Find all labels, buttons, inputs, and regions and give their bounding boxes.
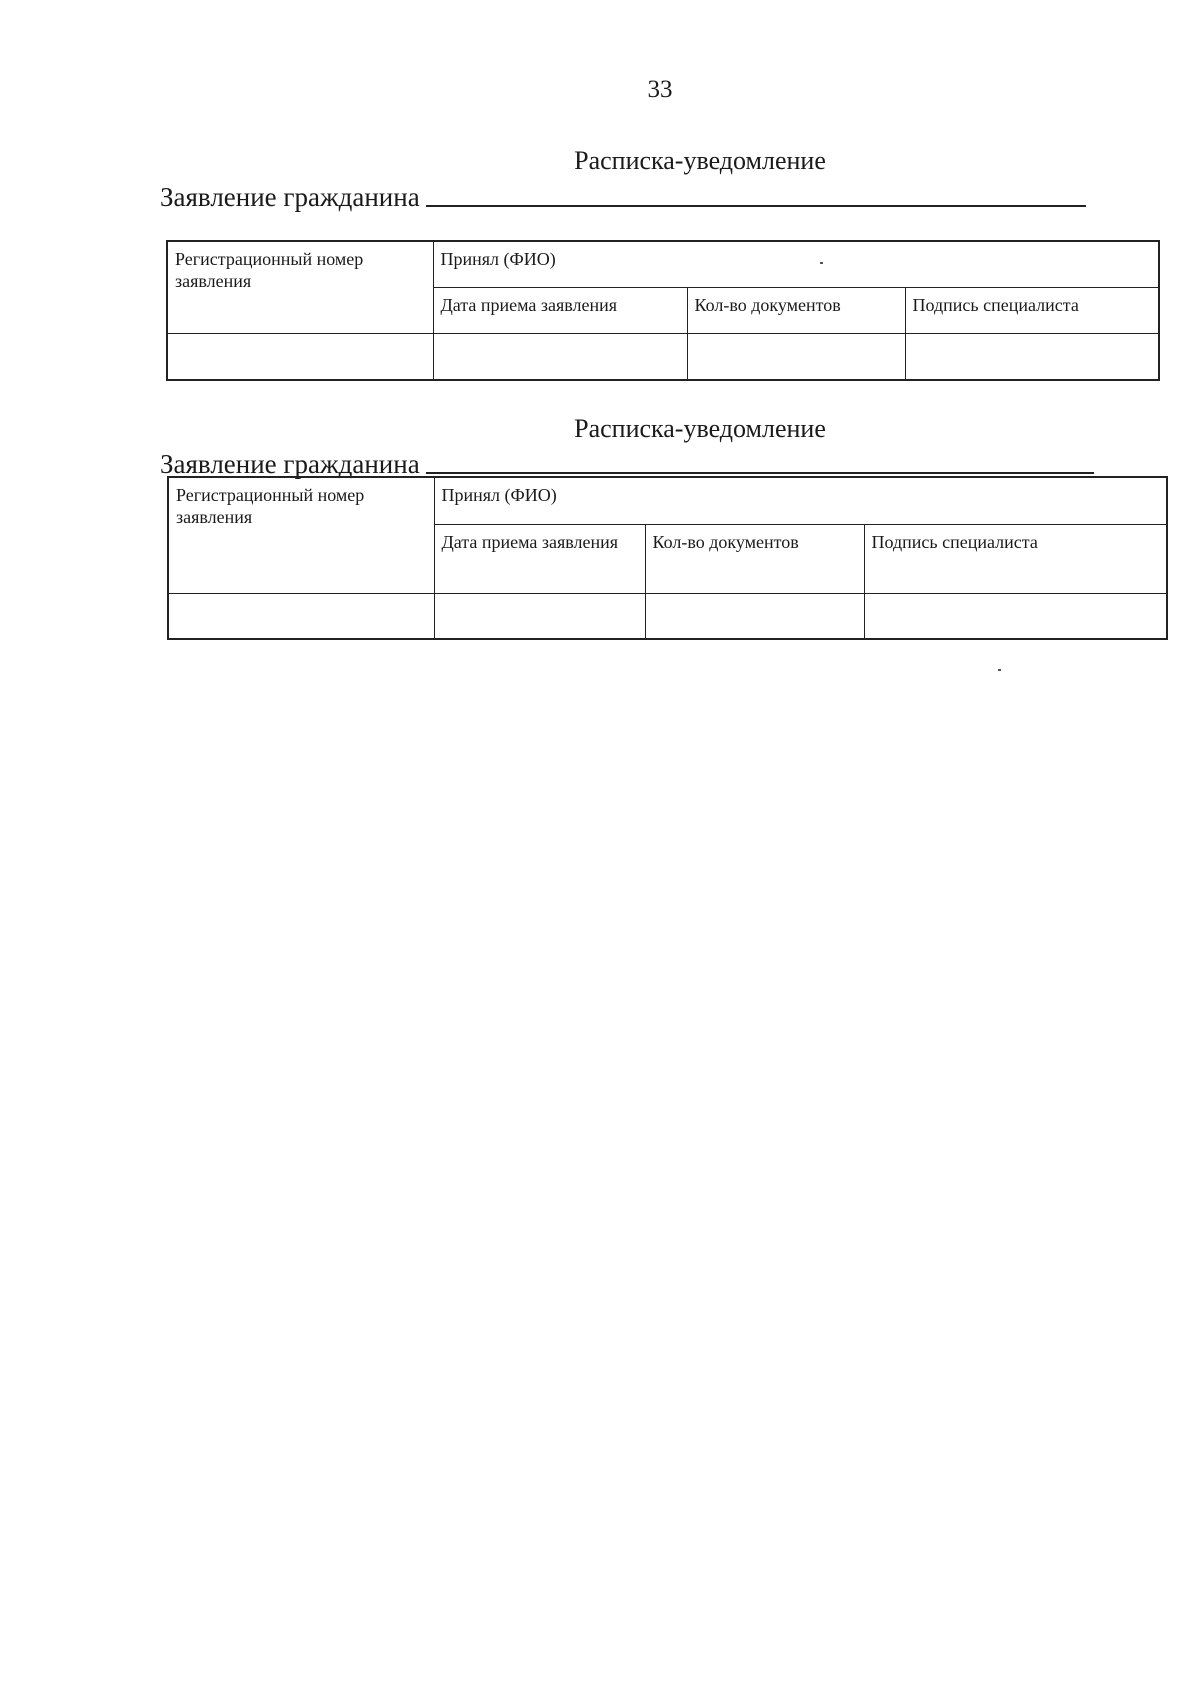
- page-number: 33: [647, 76, 673, 103]
- scan-speck: [820, 262, 823, 264]
- date-cell[interactable]: [434, 593, 645, 639]
- reg-number-cell[interactable]: [167, 333, 433, 380]
- scan-speck: [998, 669, 1001, 671]
- receipt-title: Расписка-уведомление: [574, 146, 826, 175]
- receipt-title: Расписка-уведомление: [574, 414, 826, 443]
- date-header: Дата приема заявления: [434, 524, 645, 593]
- statement-line: [160, 182, 1086, 213]
- reg-number-cell[interactable]: [168, 593, 434, 639]
- doc-count-cell[interactable]: [687, 333, 905, 380]
- statement-blank-field[interactable]: [426, 471, 1094, 474]
- doc-count-header: Кол-во документов: [645, 524, 864, 593]
- statement-blank-field[interactable]: [426, 204, 1086, 207]
- doc-count-header: Кол-во документов: [687, 287, 905, 333]
- reg-number-header: Регистрационный номер заявления: [168, 477, 434, 593]
- accepted-by-header: Принял (ФИО): [433, 241, 1159, 287]
- signature-cell[interactable]: [905, 333, 1159, 380]
- doc-count-cell[interactable]: [645, 593, 864, 639]
- signature-cell[interactable]: [864, 593, 1167, 639]
- statement-label: Заявление гражданина: [160, 182, 420, 212]
- date-header: Дата приема заявления: [433, 287, 687, 333]
- reg-number-header: Регистрационный номер заявления: [167, 241, 433, 333]
- accepted-by-header: Принял (ФИО): [434, 477, 1167, 524]
- receipt-table: [166, 240, 1160, 381]
- signature-header: Подпись специалиста: [864, 524, 1167, 593]
- statement-label: Заявление гражданина: [160, 449, 420, 479]
- date-cell[interactable]: [433, 333, 687, 380]
- receipt-table: [167, 476, 1168, 640]
- signature-header: Подпись специалиста: [905, 287, 1159, 333]
